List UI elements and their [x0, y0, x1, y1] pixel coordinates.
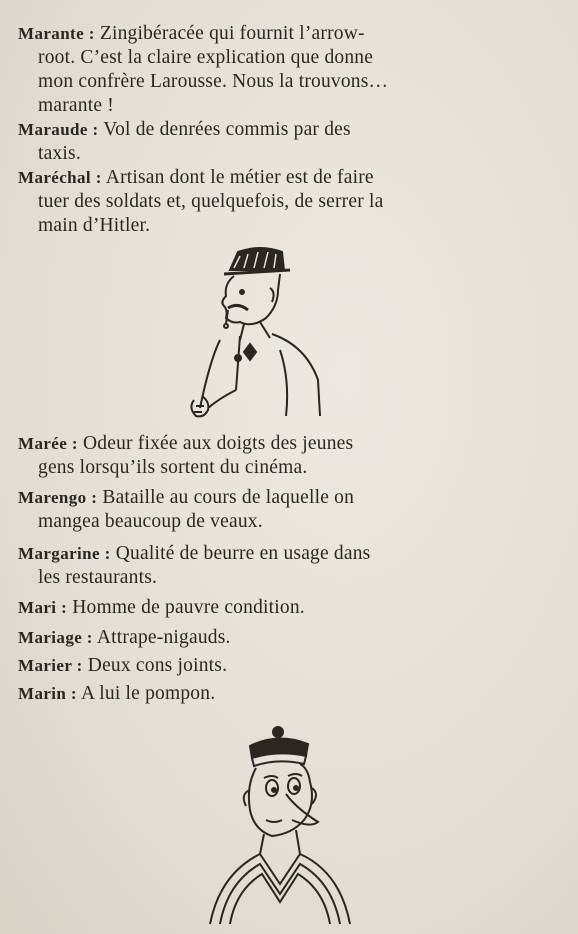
entry-term: Mari :	[18, 598, 68, 617]
entry-text: marante !	[38, 95, 114, 116]
entry-marante	[18, 22, 538, 118]
entry-text: Qualité de beurre en usage dans	[115, 543, 371, 564]
entry-text: Bataille au cours de laquelle on	[102, 487, 355, 508]
entry-text: mon confrère Larousse. Nous la trouvons…	[38, 71, 389, 92]
entry-text: tuer des soldats et, quelquefois, de serrer la	[38, 191, 384, 212]
entry-maree	[18, 432, 538, 480]
entry-term: Margarine :	[18, 544, 111, 563]
entry-marengo	[18, 486, 538, 534]
entry-marechal	[18, 166, 538, 238]
entry-marier	[18, 654, 538, 678]
entry-text: Deux cons joints.	[87, 655, 228, 676]
entry-text: main d’Hitler.	[38, 215, 151, 236]
entry-term: Mariage :	[18, 628, 93, 647]
entry-text: les restaurants.	[38, 567, 158, 588]
entry-term: Marante :	[18, 24, 95, 43]
entry-text: Artisan dont le métier est de faire	[105, 167, 374, 188]
entry-text: gens lorsqu’ils sortent du cinéma.	[38, 457, 308, 478]
entry-margarine	[18, 542, 538, 590]
entry-term: Marier :	[18, 656, 83, 675]
entry-text: Vol de denrées commis par des	[103, 119, 351, 140]
entry-term: Marée :	[18, 434, 78, 453]
entry-term: Marengo :	[18, 488, 98, 507]
entry-term: Maréchal :	[18, 168, 102, 187]
entry-text: taxis.	[38, 143, 81, 164]
entry-text: A lui le pompon.	[80, 683, 216, 704]
caricature-sailor-icon	[200, 724, 360, 930]
entry-text: root. C’est la claire explication que donne	[38, 47, 374, 68]
entry-term: Maraude :	[18, 120, 99, 139]
entry-text: mangea beaucoup de veaux.	[38, 511, 263, 532]
entry-text: Homme de pauvre condition.	[72, 597, 305, 618]
entry-term: Marin :	[18, 684, 77, 703]
entry-mariage	[18, 626, 538, 650]
entry-mari	[18, 596, 538, 620]
caricature-marshal-icon	[180, 240, 340, 420]
entry-marin	[18, 682, 538, 706]
entry-text: Attrape-nigauds.	[96, 627, 231, 648]
entry-text: Odeur fixée aux doigts des jeunes	[82, 433, 354, 454]
entry-text: Zingibéracée qui fournit l’arrow-	[99, 23, 365, 44]
entry-maraude	[18, 118, 538, 166]
